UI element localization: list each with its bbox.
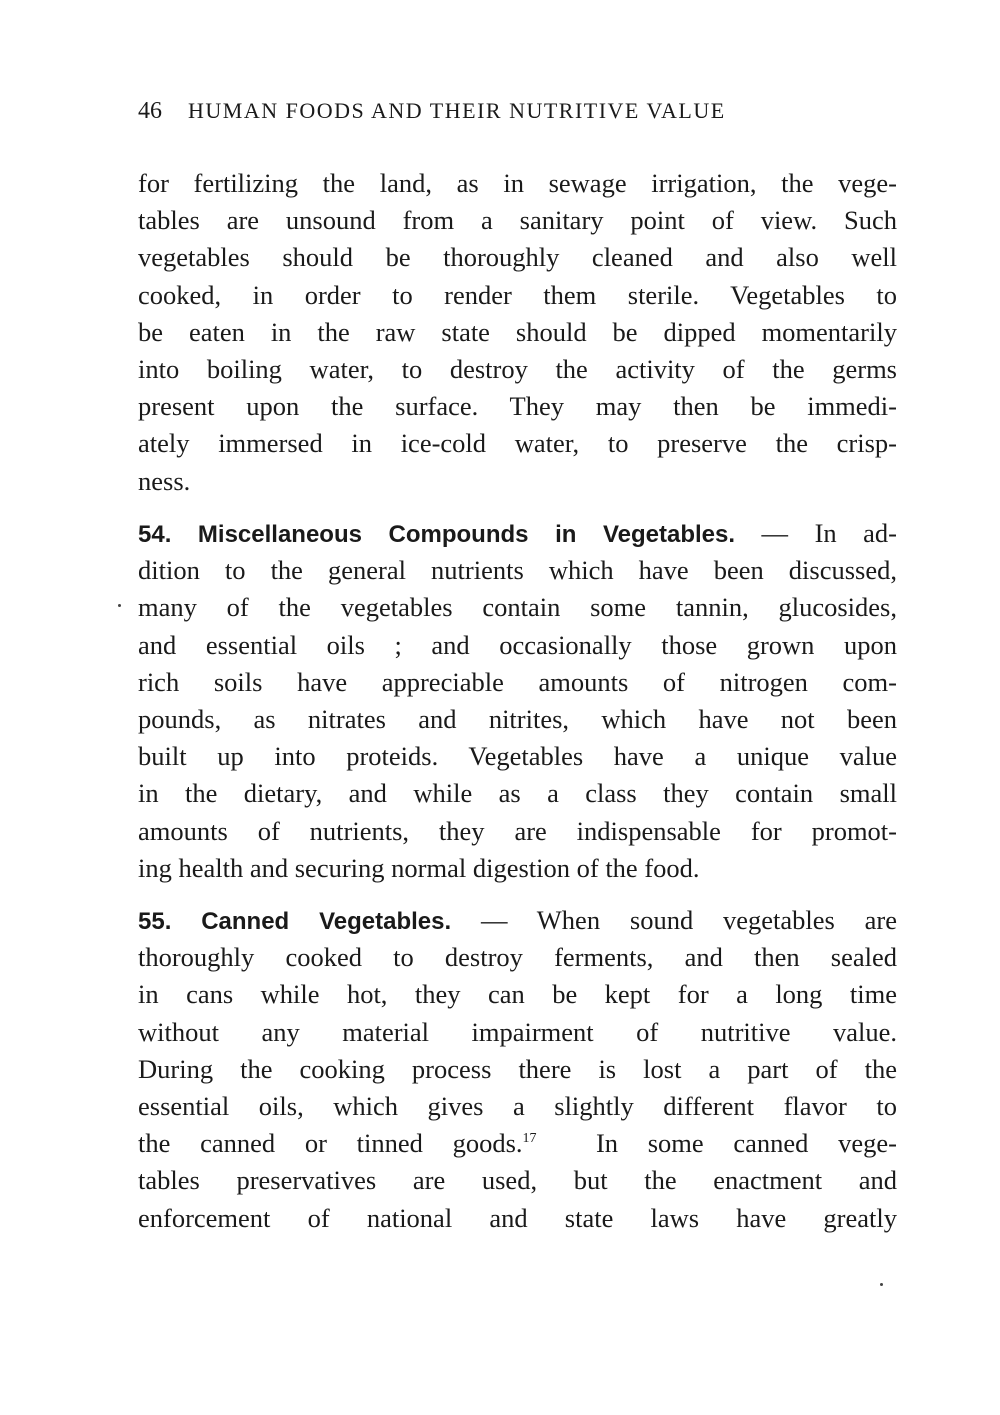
section-number: 55. <box>138 908 172 935</box>
scan-speck <box>118 604 121 607</box>
text-line: tables preservatives are used, but the enactment and <box>138 1165 897 1196</box>
scan-speck <box>880 1283 883 1286</box>
running-header <box>138 98 858 125</box>
text-line: dition to the general nutrients which have been discussed, <box>138 555 897 586</box>
first-line-text: — In ad- <box>735 518 897 548</box>
text-line: into boiling water, to destroy the activity of the germs <box>138 353 897 384</box>
text-line: many of the vegetables contain some tannin, glucosides, <box>138 592 897 623</box>
footnote-reference[interactable]: 17 <box>522 1131 537 1147</box>
text-line: for fertilizing the land, as in sewage irrigation, the vege- <box>138 168 897 198</box>
paragraph-55 <box>138 902 897 1237</box>
text-line: tables are unsound from a sanitary point of view. Such <box>138 205 897 236</box>
text-line: and essential oils ; and occasionally those grown upon <box>138 629 897 660</box>
text-line: ness. <box>138 465 191 496</box>
text-line: thoroughly cooked to destroy ferments, and then sealed <box>138 942 897 973</box>
paragraph-first-line <box>138 515 897 552</box>
text-line: pounds, as nitrates and nitrites, which have not been <box>138 703 897 734</box>
text-line: cooked, in order to render them sterile. Vegetables to <box>138 279 897 310</box>
text-line-with-footnote <box>138 1125 897 1162</box>
text-line: vegetables should be thoroughly cleaned and also well <box>138 242 897 273</box>
first-line-text: — When sound vegetables are <box>451 905 898 935</box>
text-line: without any material impairment of nutritive value. <box>138 1016 897 1047</box>
section-number: 54. <box>138 521 172 548</box>
paragraph-continued <box>138 165 897 500</box>
section-heading: Miscellaneous Compounds in Vegetables. <box>197 521 736 548</box>
section-heading: Canned Vegetables. <box>201 908 452 935</box>
text-line: present upon the surface. They may then be immedi- <box>138 391 897 422</box>
text-line: essential oils, which gives a slightly different flavor to <box>138 1090 897 1121</box>
text-line: be eaten in the raw state should be dipped momentarily <box>138 316 897 347</box>
text-line: enforcement of national and state laws have greatly <box>138 1202 897 1233</box>
text-line: ately immersed in ice-cold water, to preserve the crisp- <box>138 428 897 459</box>
text-line: amounts of nutrients, they are indispensable for promot- <box>138 815 897 846</box>
text-line: in cans while hot, they can be kept for a long time <box>138 979 897 1010</box>
line-text: the canned or tinned goods. <box>138 1128 523 1159</box>
line-text: In some canned vege- <box>536 1128 897 1159</box>
paragraph-54 <box>138 515 897 887</box>
text-line: During the cooking process there is lost a part of the <box>138 1053 897 1084</box>
page-number: 46 <box>138 98 162 124</box>
text-line: rich soils have appreciable amounts of nitrogen com- <box>138 666 897 697</box>
text-line: in the dietary, and while as a class they contain small <box>138 778 897 809</box>
paragraph-first-line <box>138 902 897 939</box>
text-line: built up into proteids. Vegetables have a unique value <box>138 741 897 772</box>
text-line: ing health and securing normal digestion of the food. <box>138 852 700 883</box>
running-title: HUMAN FOODS AND THEIR NUTRITIVE VALUE <box>188 98 726 123</box>
